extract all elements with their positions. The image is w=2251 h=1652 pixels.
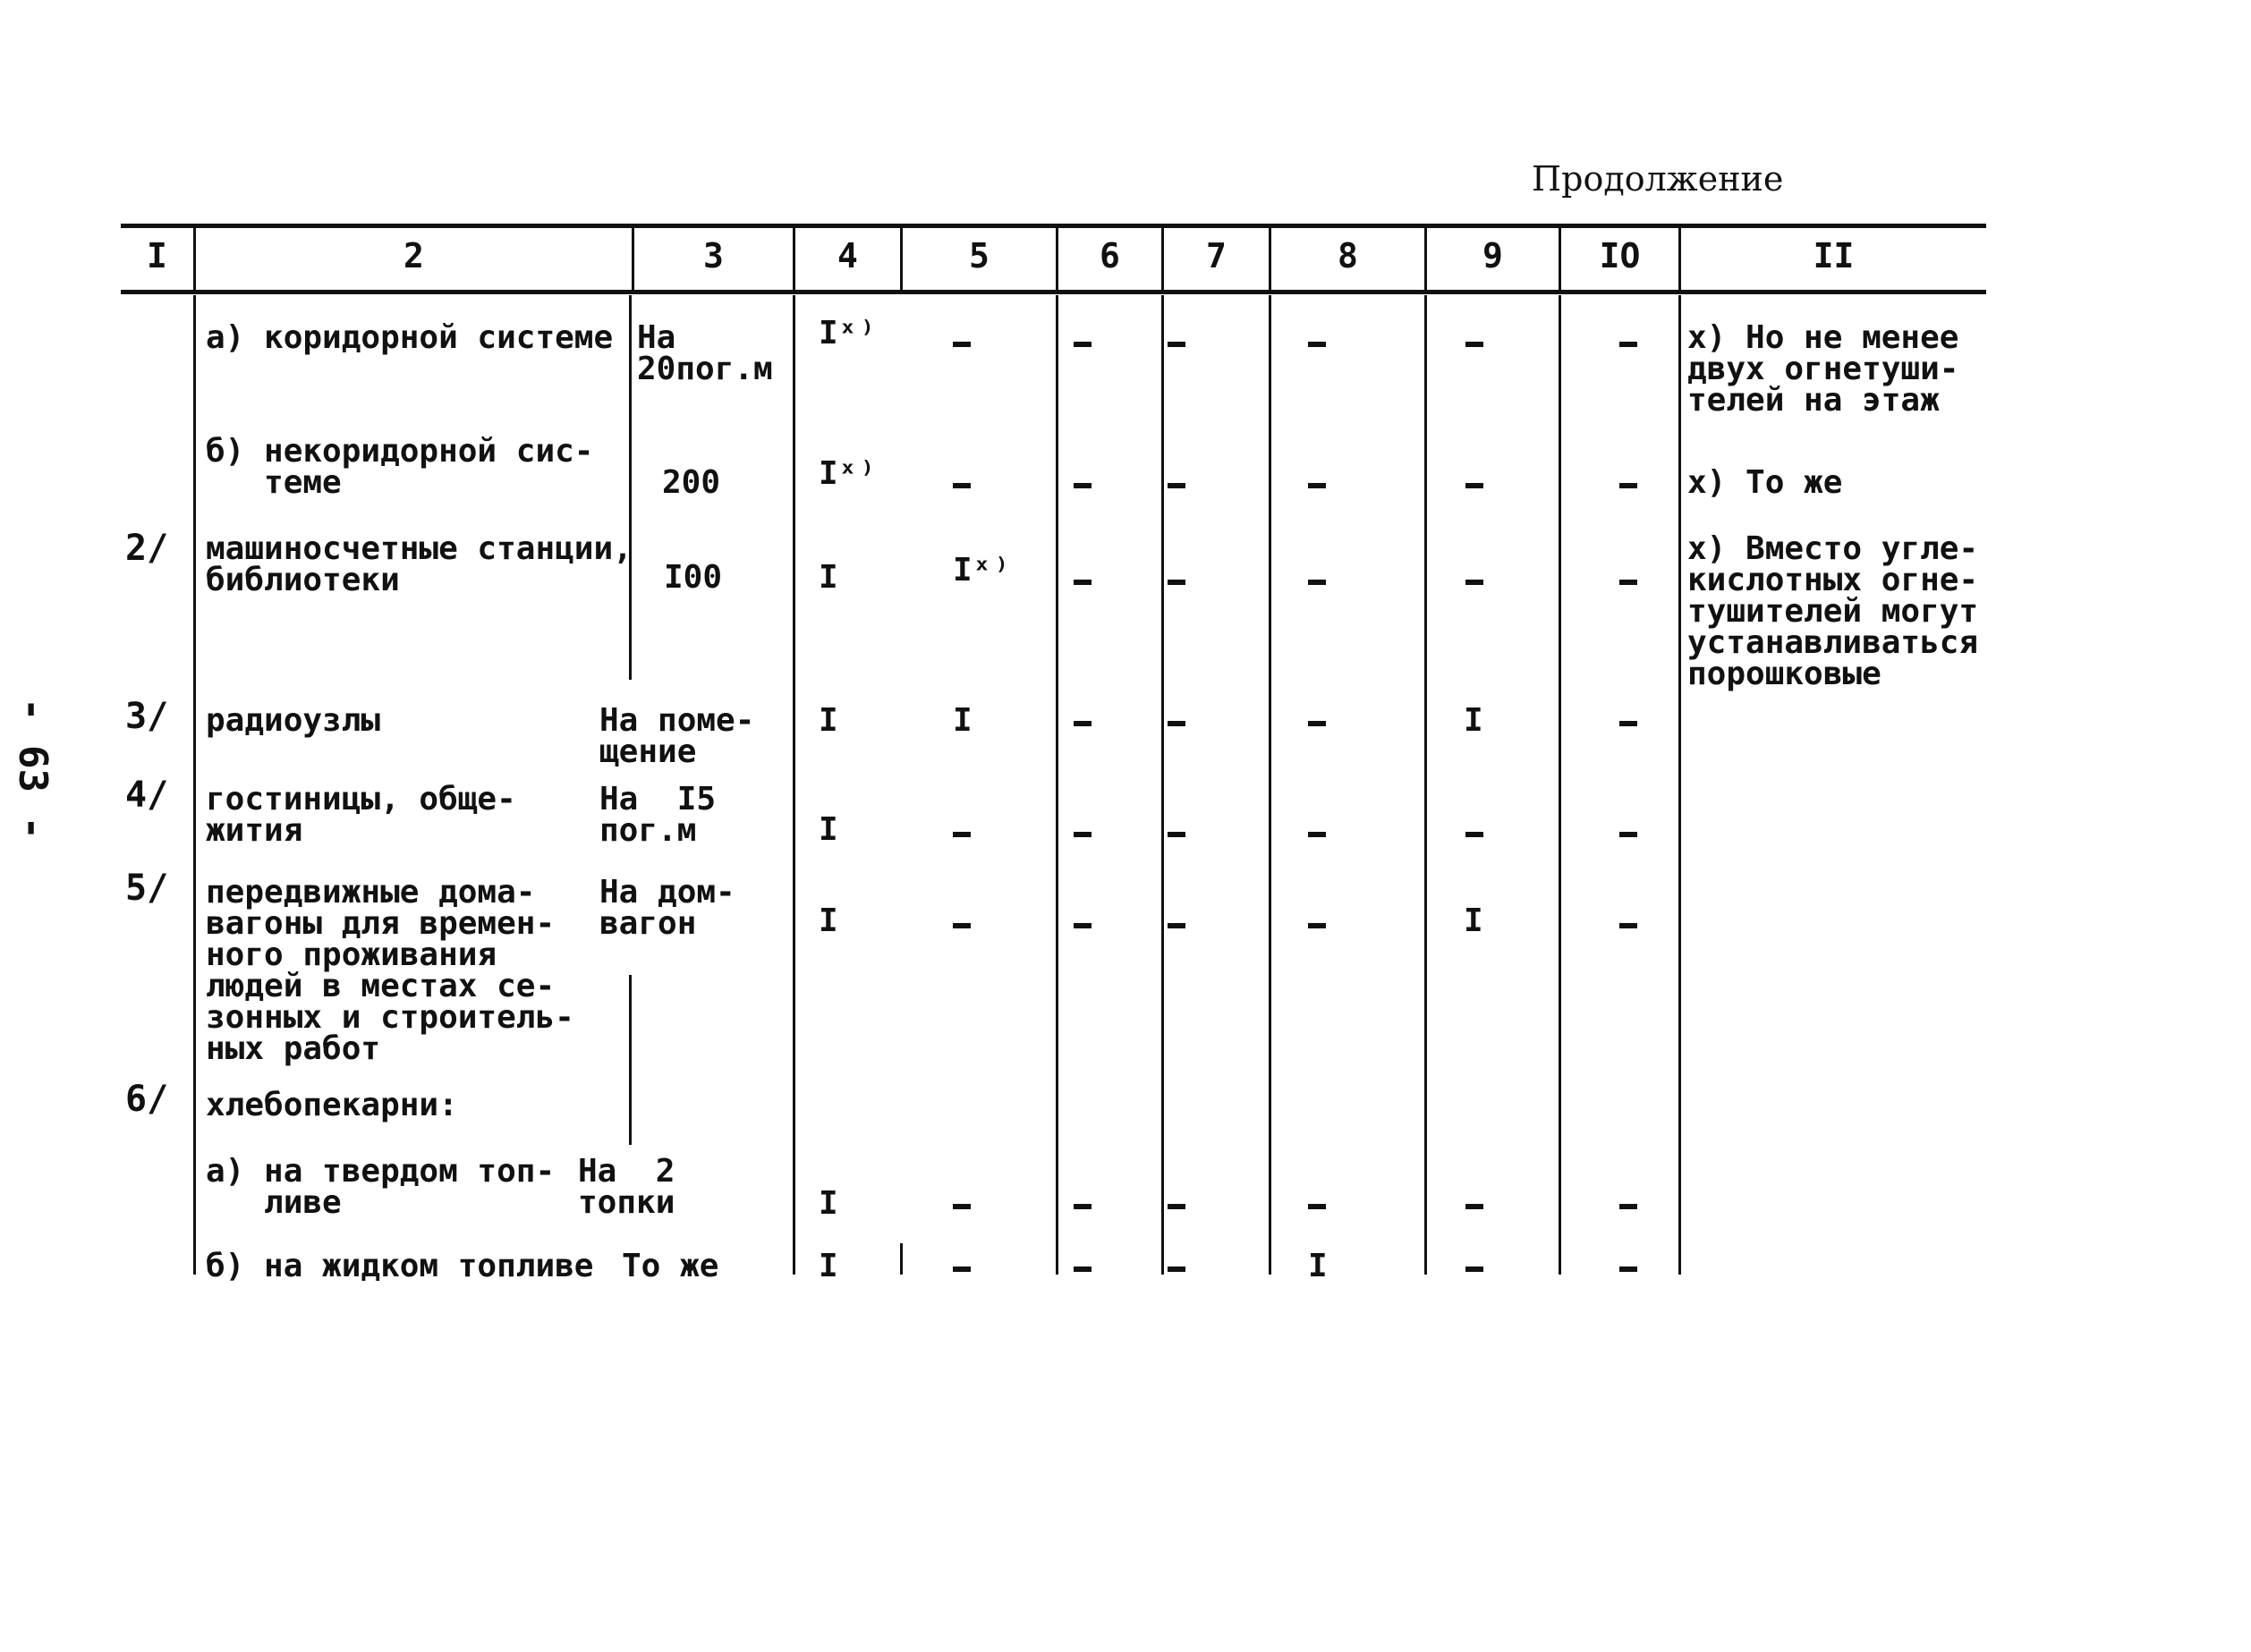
row-number: 5/	[125, 868, 169, 909]
col-header: 4	[837, 236, 858, 275]
col-header: 3	[703, 236, 724, 275]
header-bottom-rule	[121, 290, 1986, 294]
col-header: I	[147, 236, 167, 275]
col-header: IO	[1599, 236, 1641, 275]
col-divider	[1559, 295, 1561, 1275]
table-row-note: х) Но не менее двух огнетуши- телей на этаж	[1687, 319, 1959, 419]
dash-mark	[1168, 580, 1185, 585]
table-row-measure: На 2 топки	[578, 1153, 675, 1221]
dash-mark	[1074, 1204, 1092, 1209]
dash-mark	[1308, 923, 1326, 928]
table-row-name: радиоузлы	[206, 702, 381, 739]
table-cell: I	[1308, 1248, 1328, 1284]
table-cell: Iˣ⁾	[953, 552, 1012, 589]
col-header: 8	[1338, 236, 1358, 275]
dash-mark	[1308, 1204, 1326, 1209]
col-header: II	[1813, 236, 1855, 275]
row-number: 2/	[125, 528, 169, 569]
col-divider	[1424, 295, 1427, 1275]
col-divider	[1269, 295, 1271, 1275]
dash-mark	[1619, 580, 1637, 585]
dash-mark	[1074, 342, 1092, 347]
table-row-measure: I00	[664, 559, 723, 596]
dash-mark	[1308, 483, 1326, 488]
dash-mark	[1465, 483, 1483, 488]
col-divider	[900, 1243, 903, 1275]
dash-mark	[1465, 342, 1483, 347]
dash-mark	[1619, 342, 1637, 347]
table-row-name: хлебопекарни:	[206, 1087, 458, 1123]
table-row-measure: На I5 пог.м	[599, 781, 717, 849]
dash-mark	[1074, 483, 1092, 488]
dash-mark	[1308, 580, 1326, 585]
col-divider	[629, 295, 632, 680]
table-cell: I	[953, 702, 973, 739]
dash-mark	[1619, 923, 1637, 928]
col-divider	[1678, 295, 1681, 1275]
table-cell: I	[1464, 902, 1483, 939]
dash-mark	[1619, 1267, 1637, 1272]
dash-mark	[1465, 1204, 1483, 1209]
table-row-name: а) коридорной системе	[206, 319, 614, 356]
table-row-name: б) на жидком топливе	[206, 1248, 594, 1284]
col-header: 7	[1206, 236, 1227, 275]
dash-mark	[1619, 1204, 1637, 1209]
col-divider	[629, 975, 632, 1145]
dash-mark	[953, 923, 971, 928]
table-cell: I	[819, 702, 838, 739]
dash-mark	[1074, 580, 1092, 585]
dash-mark	[1168, 1267, 1185, 1272]
col-divider	[793, 295, 795, 1275]
col-header: 9	[1482, 236, 1503, 275]
table-row-name: гостиницы, обще- жития	[206, 781, 516, 849]
dash-mark	[1619, 721, 1637, 726]
table-cell: I	[819, 902, 838, 939]
dash-mark	[1168, 342, 1185, 347]
row-number: 6/	[125, 1079, 169, 1120]
dash-mark	[1074, 832, 1092, 837]
table-row-note: х) Вместо угле- кислотных огне- тушителей могут устанавливаться порошковые	[1687, 530, 1979, 692]
table-row-measure: На дом- вагон	[599, 874, 735, 942]
dash-mark	[1465, 832, 1483, 837]
dash-mark	[1168, 483, 1185, 488]
table-top-rule	[121, 224, 1986, 228]
table-row-measure: 200	[662, 464, 721, 501]
table-row-note: х) То же	[1687, 464, 1843, 501]
table-row-measure: На поме- щение	[599, 702, 755, 770]
dash-mark	[1074, 1267, 1092, 1272]
dash-mark	[1619, 483, 1637, 488]
col-divider	[1056, 295, 1058, 1275]
dash-mark	[953, 832, 971, 837]
table-row-name: передвижные дома- вагоны для времен- ного проживания людей в местах се- зонных и строитель- ных работ	[206, 874, 574, 1067]
dash-mark	[1074, 923, 1092, 928]
row-number: 3/	[125, 696, 169, 737]
dash-mark	[953, 483, 971, 488]
table-row-name: машиносчетные станции, библиотеки	[206, 530, 633, 598]
dash-mark	[1465, 1267, 1483, 1272]
col-header: 5	[969, 236, 990, 275]
col-header: 2	[403, 236, 424, 275]
dash-mark	[1168, 721, 1185, 726]
dash-mark	[1074, 721, 1092, 726]
col-divider	[1161, 295, 1164, 1275]
continuation-label: Продолжение	[1532, 159, 1784, 199]
col-divider	[193, 295, 196, 1275]
row-number: 4/	[125, 775, 169, 816]
dash-mark	[1168, 923, 1185, 928]
col-header: 6	[1100, 236, 1120, 275]
table-cell: I	[1464, 702, 1483, 739]
dash-mark	[1308, 342, 1326, 347]
table-row-measure: То же	[622, 1248, 719, 1284]
table-cell: I	[819, 1248, 838, 1284]
dash-mark	[1168, 832, 1185, 837]
dash-mark	[1308, 721, 1326, 726]
dash-mark	[1168, 1204, 1185, 1209]
dash-mark	[1465, 580, 1483, 585]
table-row-measure: На 20пог.м	[637, 319, 773, 387]
dash-mark	[953, 1267, 971, 1272]
dash-mark	[1308, 832, 1326, 837]
table-row-name: а) на твердом топ- ливе	[206, 1153, 556, 1221]
table-cell: I	[819, 1185, 838, 1222]
table-cell: Iˣ⁾	[819, 315, 878, 352]
dash-mark	[953, 342, 971, 347]
table-cell: I	[819, 811, 838, 848]
table-cell: Iˣ⁾	[819, 455, 878, 492]
dash-mark	[953, 1204, 971, 1209]
page-number: - 63 -	[10, 698, 55, 840]
table-row-name: б) некоридорной сис- теме	[206, 433, 594, 501]
table-cell: I	[819, 559, 838, 596]
dash-mark	[1619, 832, 1637, 837]
